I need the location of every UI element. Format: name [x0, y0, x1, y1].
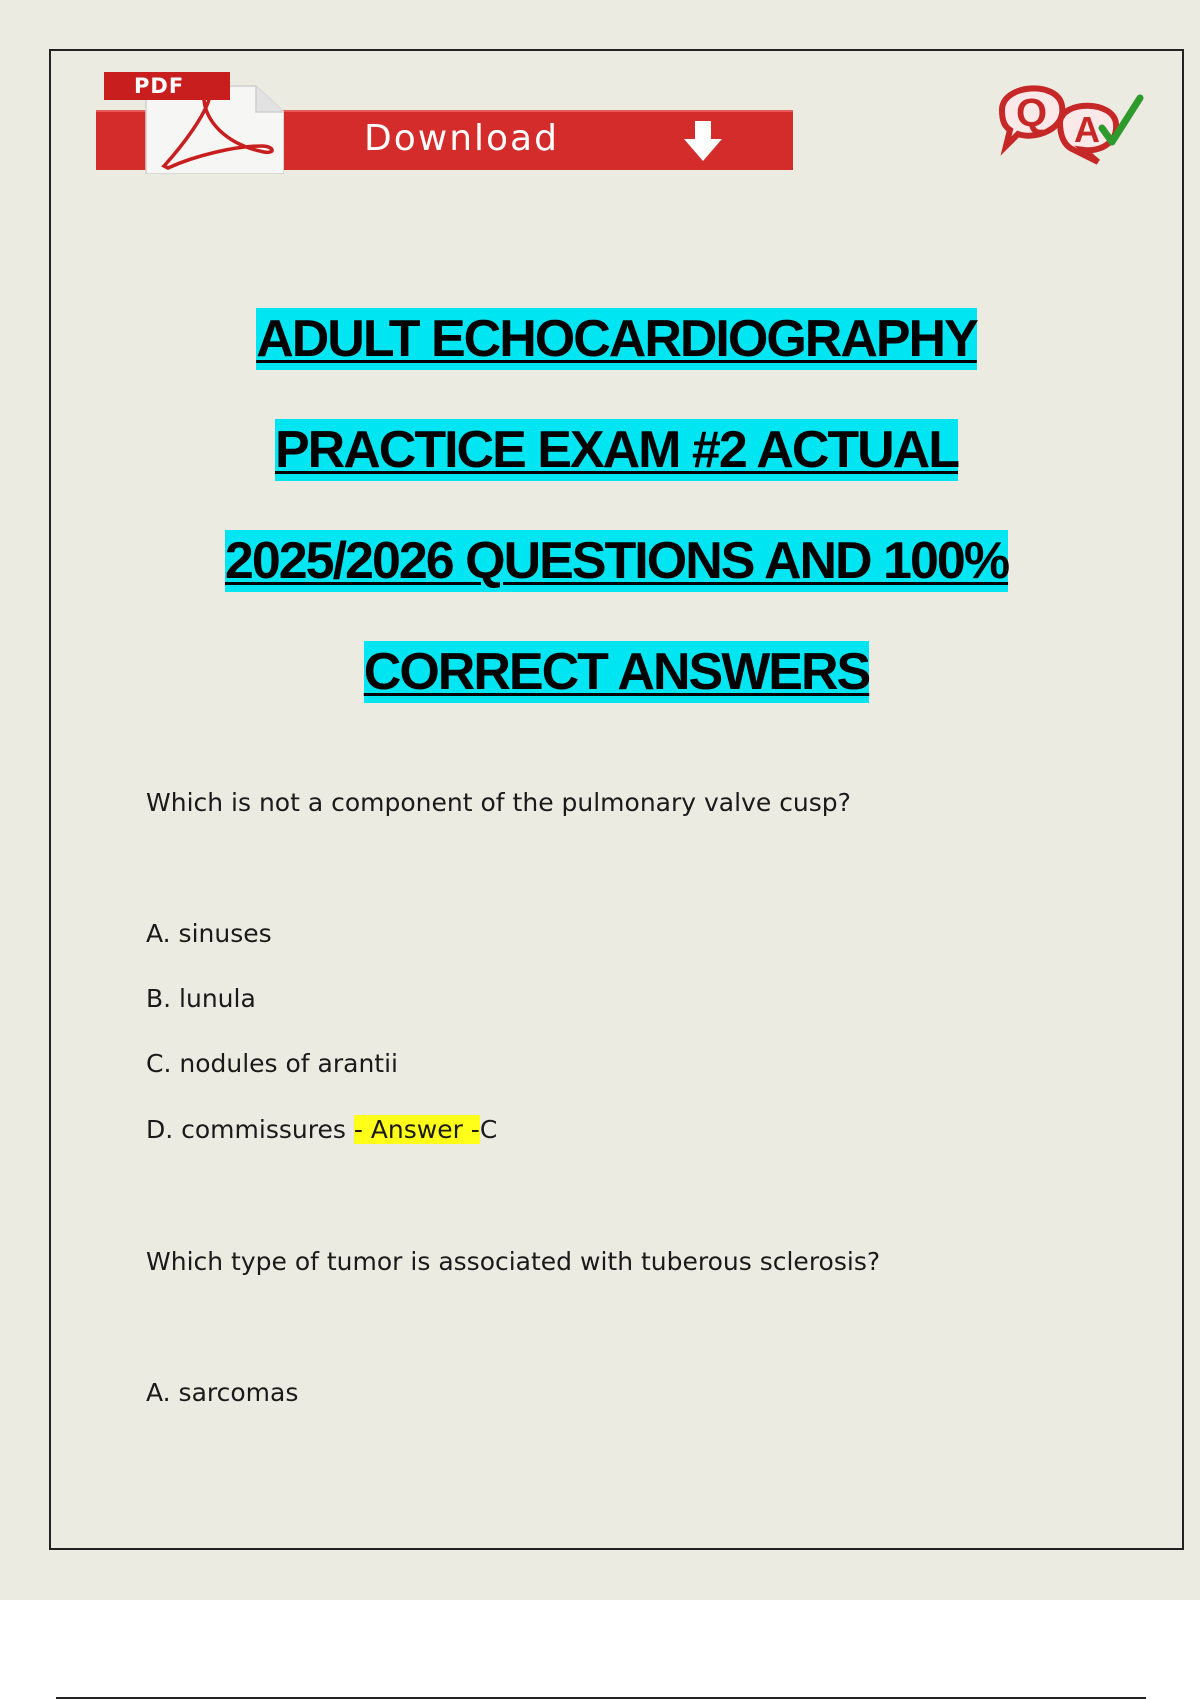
title-line-text: PRACTICE EXAM #2 ACTUAL [274, 421, 958, 479]
title-line [49, 641, 1184, 716]
title-line-text: ADULT ECHOCARDIOGRAPHY [256, 310, 977, 368]
title-line [49, 419, 1184, 494]
title-line-text: 2025/2026 QUESTIONS AND 100% [224, 532, 1009, 590]
answer-option: B. lunula [146, 984, 256, 1013]
pdf-tag-label: PDF [104, 72, 230, 100]
title-line [49, 530, 1184, 605]
logo-a-letter: A [1074, 109, 1100, 150]
question-text: Which type of tumor is associated with tuberous sclerosis? [146, 1247, 881, 1276]
download-arrow-icon[interactable] [682, 119, 724, 168]
answer-option: A. sinuses [146, 919, 272, 948]
qa-logo [990, 70, 1155, 170]
download-button-label[interactable]: Download [364, 118, 559, 159]
answer-option: C. nodules of arantii [146, 1049, 399, 1078]
logo-q-letter: Q [1016, 91, 1048, 135]
answer-option: D. commissures [146, 1115, 354, 1144]
title-line-text: CORRECT ANSWERS [363, 643, 870, 701]
pdf-download-banner[interactable] [96, 70, 796, 180]
question-text: Which is not a component of the pulmonary valve cusp? [146, 788, 851, 817]
answer-option-with-key [146, 1113, 497, 1147]
answer-marker: - Answer - [353, 1115, 480, 1144]
title-line [49, 308, 1184, 383]
document-title [49, 308, 1184, 752]
correct-answer: C [479, 1115, 498, 1144]
page-divider [56, 1697, 1146, 1699]
answer-option: A. sarcomas [146, 1378, 299, 1407]
